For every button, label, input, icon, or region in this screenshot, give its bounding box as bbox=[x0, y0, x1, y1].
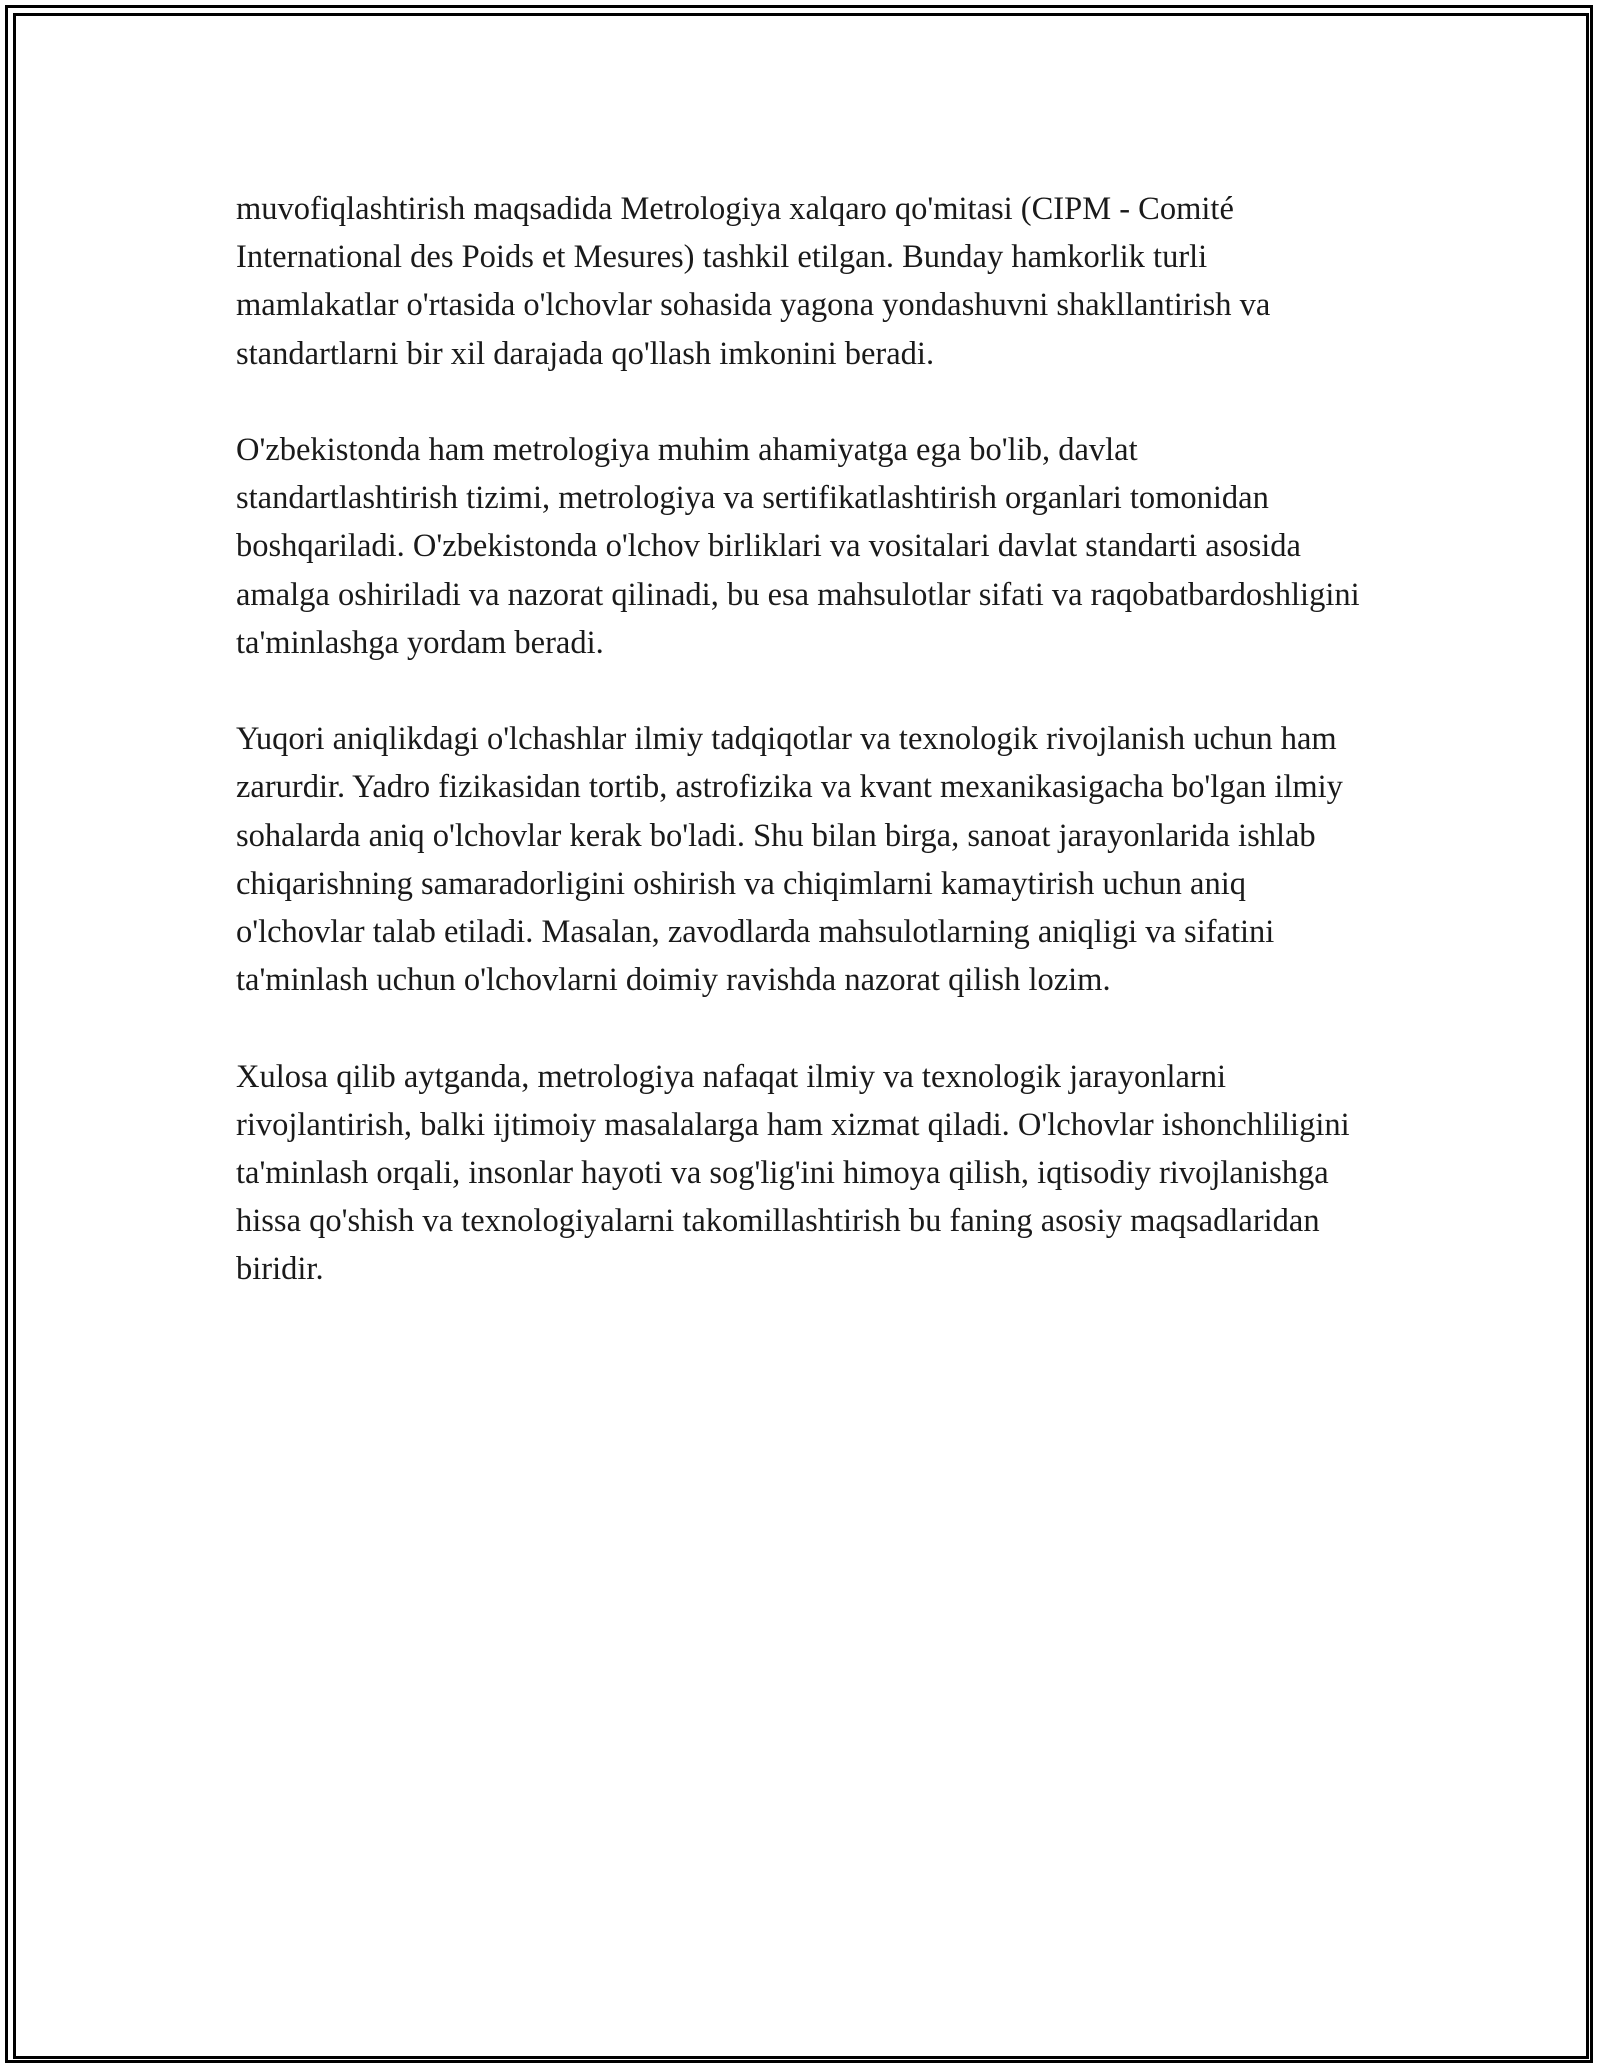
paragraph: O'zbekistonda ham metrologiya muhim ahamiyatga ega bo'lib, davlat standartlashtirish tizimi, metrologiya va sertifikatlashtirish organlari tomonidan boshqariladi. O'zbekistonda o'lchov birliklari va vositalari davlat standarti asosida amalga oshiriladi va nazorat qilinadi, bu esa mahsulotlar sifati va raqobatbardoshligini ta'minlashga yordam beradi. bbox=[236, 432, 1360, 661]
paragraph: Xulosa qilib aytganda, metrologiya nafaqat ilmiy va texnologik jarayonlarni rivojlantirish, balki ijtimoiy masalalarga ham xizmat qiladi. O'lchovlar ishonchliligini ta'minlash orqali, insonlar hayoti va sog'lig'ini himoya qilish, iqtisodiy rivojlanishga hissa qo'shish va texnologiyalarni takomillashtirish bu faning asosiy maqsadlaridan biridir. bbox=[236, 1058, 1350, 1288]
document-body bbox=[236, 185, 1366, 1342]
paragraph: muvofiqlashtirish maqsadida Metrologiya xalqaro qo'mitasi (CIPM - Comité International des Poids et Mesures) tashkil etilgan. Bunday hamkorlik turli mamlakatlar o'rtasida o'lchovlar sohasida yagona yondashuvni shakllantirish va standartlarni bir xil darajada qo'llash imkonini beradi. bbox=[236, 191, 1271, 372]
paragraph: Yuqori aniqlikdagi o'lchashlar ilmiy tadqiqotlar va texnologik rivojlanish uchun ham zarurdir. Yadro fizikasidan tortib, astrofizika va kvant mexanikasigacha bo'lgan ilmiy sohalarda aniq o'lchovlar kerak bo'ladi. Shu bilan birga, sanoat jarayonlarida ishlab chiqarishning samaradorligini oshirish va chiqimlarni kamaytirish uchun aniq o'lchovlar talab etiladi. Masalan, zavodlarda mahsulotlarning aniqligi va sifatini ta'minlash uchun o'lchovlarni doimiy ravishda nazorat qilish lozim. bbox=[236, 721, 1343, 999]
